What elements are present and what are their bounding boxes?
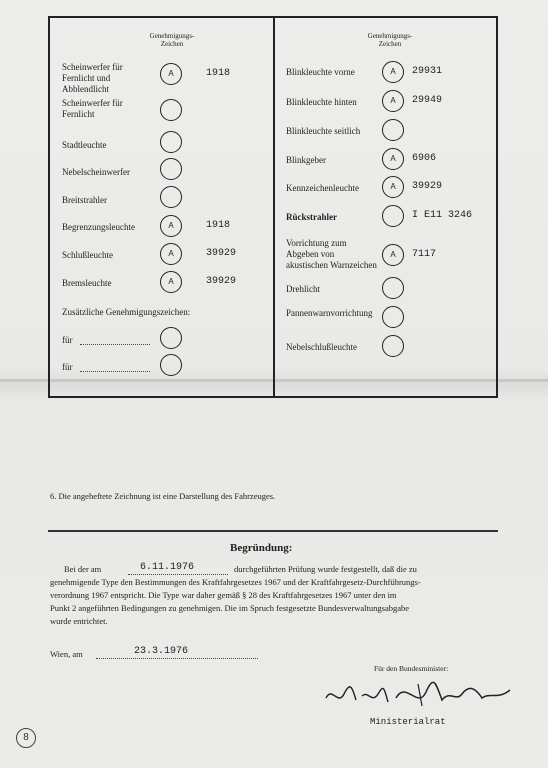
right-item-label: Blinkleuchte hinten bbox=[286, 97, 357, 107]
approval-number: 6906 bbox=[412, 153, 437, 164]
approval-number: 29949 bbox=[412, 95, 443, 106]
approval-number: 1918 bbox=[206, 68, 231, 79]
place-date: 23.3.1976 bbox=[134, 646, 189, 657]
right-item-label: Blinkleuchte vorne bbox=[286, 67, 355, 77]
approval-mark-circle: A bbox=[382, 61, 404, 83]
additional-marks-title: Zusätzliche Genehmigungszeichen: bbox=[62, 307, 191, 317]
approval-number: 39929 bbox=[206, 248, 237, 259]
begruendung-line: Punkt 2 angeführten Bedingungen zu genehmigen. Die im Spruch festgesetzte Bundesverwaltungsabgabe bbox=[50, 603, 410, 613]
left-item-label: Schlußleuchte bbox=[62, 250, 113, 260]
left-item-label: Breitstrahler bbox=[62, 195, 107, 205]
left-item-label: Bremsleuchte bbox=[62, 278, 112, 288]
approval-mark-circle: A bbox=[382, 148, 404, 170]
header-line: Genehmigungs- bbox=[149, 32, 195, 40]
begruendung-title: Begründung: bbox=[230, 542, 293, 554]
left-item-label: Scheinwerfer für Fernlicht bbox=[62, 98, 123, 119]
additional-row-label: für bbox=[62, 362, 73, 372]
approval-mark-circle bbox=[382, 205, 404, 227]
signatory-title: Ministerialrat bbox=[370, 717, 446, 727]
signature-for-label: Für den Bundesminister: bbox=[374, 664, 449, 673]
right-item-label: Rückstrahler bbox=[286, 212, 337, 222]
left-column-header bbox=[142, 32, 202, 48]
approval-mark-circle: A bbox=[160, 63, 182, 85]
handwritten-signature bbox=[322, 676, 518, 712]
approval-mark-circle: A bbox=[382, 176, 404, 198]
dotted-fill-line bbox=[96, 658, 258, 659]
signature-graphic bbox=[322, 676, 518, 712]
right-item-label: Blinkgeber bbox=[286, 155, 326, 165]
approval-mark-circle bbox=[160, 327, 182, 349]
left-item-label: Scheinwerfer für Fernlicht und Abblendlicht bbox=[62, 62, 123, 94]
right-item-label: Kennzeichenleuchte bbox=[286, 183, 359, 193]
approval-mark-circle bbox=[382, 335, 404, 357]
test-date: 6.11.1976 bbox=[140, 562, 195, 573]
dotted-fill-line bbox=[128, 574, 228, 575]
place-label: Wien, am bbox=[50, 649, 83, 659]
approval-mark-circle bbox=[382, 306, 404, 328]
approval-mark-circle: A bbox=[160, 215, 182, 237]
page-number-badge: 8 bbox=[16, 728, 36, 748]
begruendung-text: Bei der am bbox=[64, 564, 102, 574]
header-line: Zeichen bbox=[378, 40, 402, 48]
begruendung-line: genehmigende Type den Bestimmungen des Kraftfahrgesetzes 1967 und der Kraftfahrgesetz-Durchführungs- bbox=[50, 577, 421, 587]
approval-number: 7117 bbox=[412, 249, 437, 260]
begruendung-line: durchgeführten Prüfung wurde festgestellt, daß die zu bbox=[234, 564, 417, 574]
approval-number: 1918 bbox=[206, 220, 231, 231]
approval-mark-circle: A bbox=[160, 243, 182, 265]
begruendung-line: wurde entrichtet. bbox=[50, 616, 108, 626]
right-item-label: Nebelschlußleuchte bbox=[286, 342, 357, 352]
dotted-fill-line bbox=[80, 344, 150, 345]
header-line: Genehmigungs- bbox=[367, 32, 413, 40]
approval-mark-circle bbox=[160, 131, 182, 153]
left-item-label: Stadtleuchte bbox=[62, 140, 107, 150]
approval-mark-circle bbox=[160, 354, 182, 376]
approval-mark-circle bbox=[160, 158, 182, 180]
right-item-label: Drehlicht bbox=[286, 284, 320, 294]
approval-number: 39929 bbox=[412, 181, 443, 192]
approval-mark-circle bbox=[160, 99, 182, 121]
right-column-header bbox=[360, 32, 420, 48]
section-6-text: 6. Die angeheftete Zeichnung ist eine Darstellung des Fahrzeuges. bbox=[50, 491, 276, 501]
approval-mark-circle bbox=[382, 277, 404, 299]
begruendung-line bbox=[64, 563, 101, 576]
approval-mark-circle bbox=[382, 119, 404, 141]
approval-mark-circle: A bbox=[160, 271, 182, 293]
left-item-label: Begrenzungsleuchte bbox=[62, 222, 135, 232]
header-line: Zeichen bbox=[160, 40, 184, 48]
right-item-label: Blinkleuchte seitlich bbox=[286, 126, 361, 136]
right-item-label: Vorrichtung zum Abgeben von akustischen Warnzeichen bbox=[286, 238, 377, 270]
dotted-fill-line bbox=[80, 371, 150, 372]
begruendung-line: verordnung 1967 entspricht. Die Type war daher gemäß § 28 des Kraftfahrgesetzes 1967 unter den im bbox=[50, 590, 397, 600]
table-divider bbox=[273, 16, 275, 398]
section-divider bbox=[48, 530, 498, 532]
approval-number: 39929 bbox=[206, 276, 237, 287]
approval-mark-circle: A bbox=[382, 90, 404, 112]
additional-row-label: für bbox=[62, 335, 73, 345]
right-item-label: Pannenwarnvorrichtung bbox=[286, 308, 373, 318]
approval-mark-circle bbox=[160, 186, 182, 208]
approval-number: 29931 bbox=[412, 66, 443, 77]
approval-mark-circle: A bbox=[382, 244, 404, 266]
approval-number: I E11 3246 bbox=[412, 210, 473, 221]
left-item-label: Nebelscheinwerfer bbox=[62, 167, 130, 177]
